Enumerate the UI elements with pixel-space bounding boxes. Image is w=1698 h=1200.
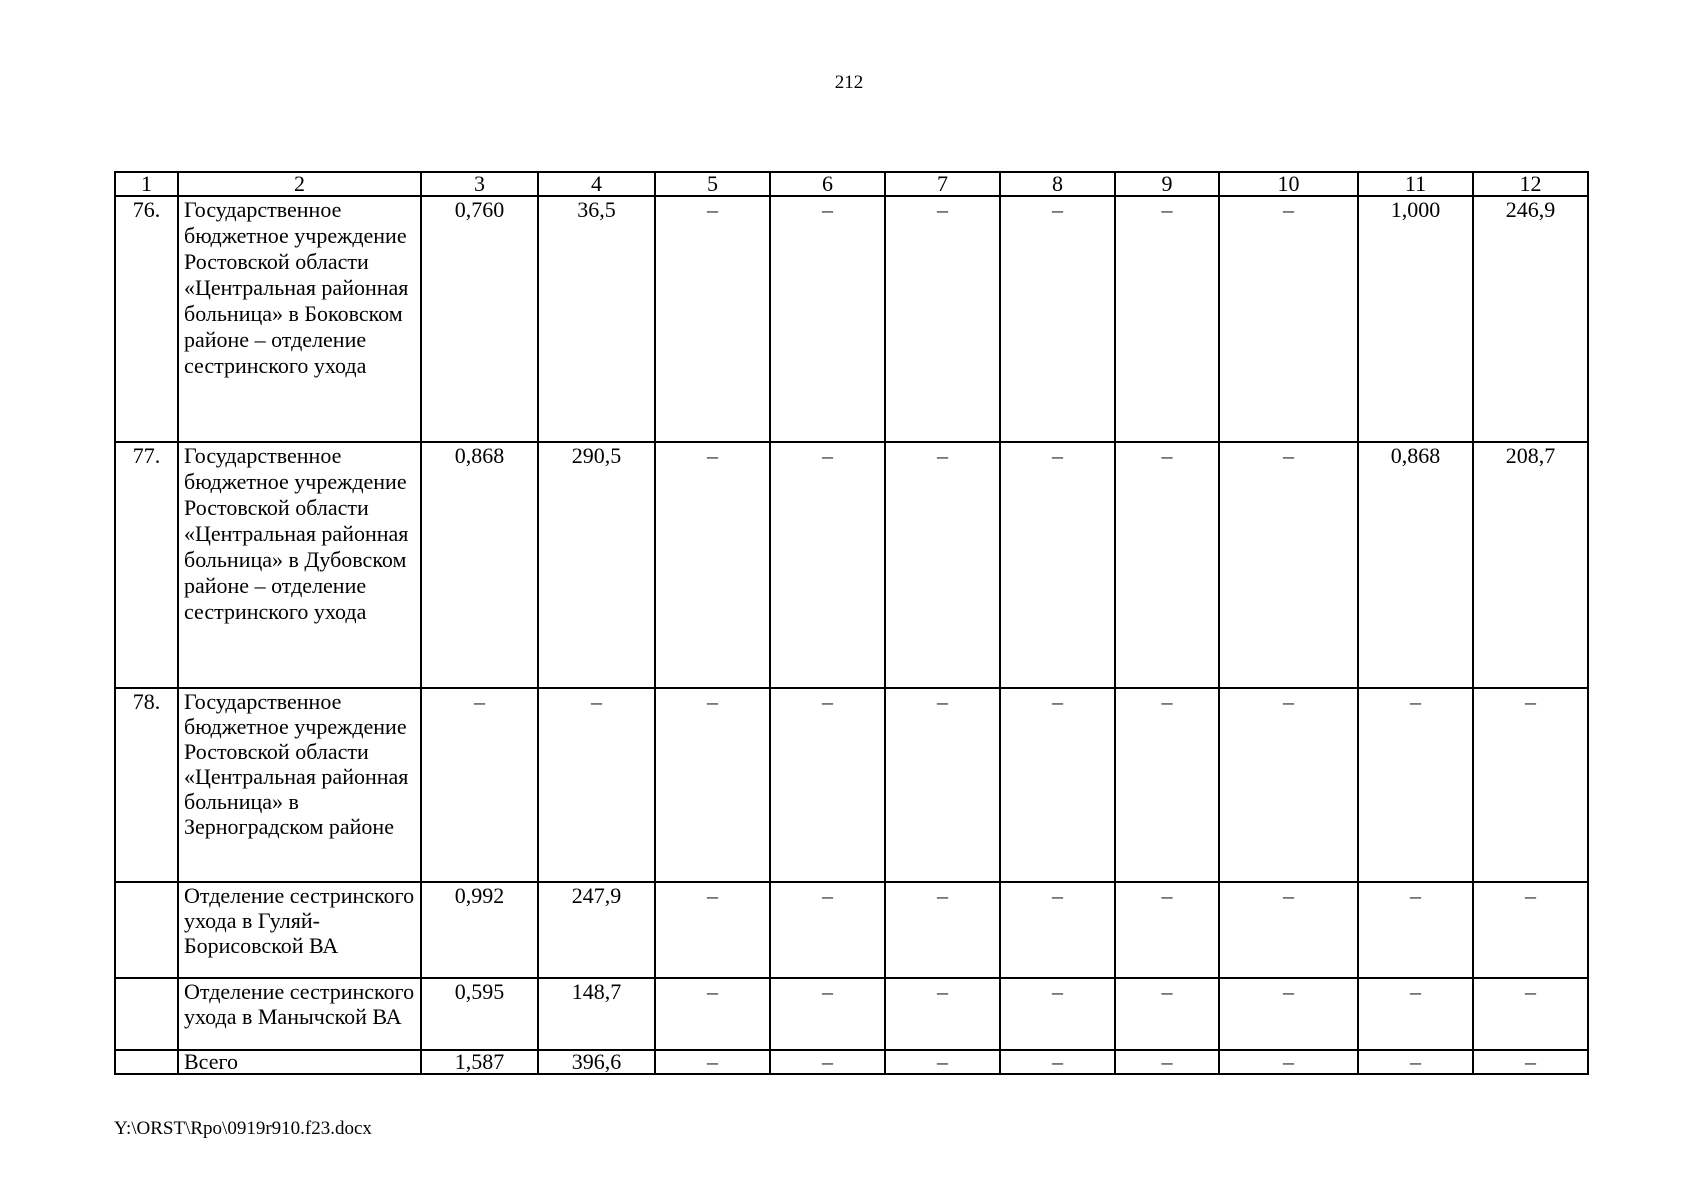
row-number: 76.	[115, 196, 178, 442]
cell-value: –	[1000, 688, 1115, 882]
cell-value: –	[1219, 882, 1358, 978]
cell-value: –	[1115, 1050, 1219, 1074]
cell-value: 396,6	[538, 1050, 655, 1074]
cell-value: 290,5	[538, 442, 655, 688]
cell-value: –	[885, 442, 1000, 688]
column-header: 2	[178, 172, 421, 196]
cell-value: –	[770, 1050, 885, 1074]
cell-value: –	[1000, 978, 1115, 1050]
cell-value: 246,9	[1473, 196, 1588, 442]
cell-value: –	[1115, 978, 1219, 1050]
cell-value: –	[1115, 442, 1219, 688]
cell-value: 0,868	[421, 442, 538, 688]
cell-value: –	[1219, 442, 1358, 688]
cell-value: –	[770, 882, 885, 978]
cell-value: –	[655, 196, 770, 442]
cell-value: –	[885, 196, 1000, 442]
cell-value: –	[770, 978, 885, 1050]
footer-file-path: Y:\ORST\Rpo\0919r910.f23.docx	[114, 1118, 372, 1139]
cell-value: 208,7	[1473, 442, 1588, 688]
cell-value: –	[1000, 1050, 1115, 1074]
cell-value: 0,868	[1358, 442, 1473, 688]
cell-value: –	[1219, 196, 1358, 442]
cell-value: –	[1473, 882, 1588, 978]
cell-value: –	[1115, 882, 1219, 978]
cell-value: 1,587	[421, 1050, 538, 1074]
cell-value: 0,760	[421, 196, 538, 442]
total-label: Всего	[178, 1050, 421, 1074]
column-header: 11	[1358, 172, 1473, 196]
cell-value: –	[1000, 196, 1115, 442]
institution-name: Государственное бюджетное учреждение Ростовской области «Центральная районная больница» в Зерноградском районе	[178, 688, 421, 882]
row-number	[115, 882, 178, 978]
institution-name: Отделение сестринского ухода в Манычской ВА	[178, 978, 421, 1050]
cell-value: –	[1219, 1050, 1358, 1074]
cell-value: –	[885, 688, 1000, 882]
table-row	[115, 688, 1588, 882]
cell-value: 1,000	[1358, 196, 1473, 442]
cell-value: 36,5	[538, 196, 655, 442]
cell-value: –	[1358, 882, 1473, 978]
table-row	[115, 442, 1588, 688]
cell-value: –	[770, 196, 885, 442]
cell-value: –	[1219, 688, 1358, 882]
cell-value: –	[885, 1050, 1000, 1074]
total-row	[115, 1050, 1588, 1074]
cell-value: 0,992	[421, 882, 538, 978]
table-row	[115, 196, 1588, 442]
row-number	[115, 1050, 178, 1074]
cell-value: –	[885, 882, 1000, 978]
data-table	[114, 171, 1589, 1075]
institution-name: Государственное бюджетное учреждение Ростовской области «Центральная районная больница» в Дубовском районе – отделение сестринского ухода	[178, 442, 421, 688]
cell-value: –	[1473, 1050, 1588, 1074]
table-row	[115, 882, 1588, 978]
column-header: 1	[115, 172, 178, 196]
institution-name: Государственное бюджетное учреждение Ростовской области «Центральная районная больница» в Боковском районе – отделение сестринского ухода	[178, 196, 421, 442]
cell-value: –	[1358, 978, 1473, 1050]
column-header: 10	[1219, 172, 1358, 196]
column-header: 3	[421, 172, 538, 196]
cell-value: –	[1115, 688, 1219, 882]
table-row	[115, 978, 1588, 1050]
cell-value: 148,7	[538, 978, 655, 1050]
header-row	[115, 172, 1588, 196]
cell-value: –	[655, 882, 770, 978]
column-header: 9	[1115, 172, 1219, 196]
column-header: 5	[655, 172, 770, 196]
page-number: 212	[834, 72, 864, 93]
column-header: 4	[538, 172, 655, 196]
cell-value: –	[538, 688, 655, 882]
cell-value: –	[770, 442, 885, 688]
cell-value: –	[1219, 978, 1358, 1050]
cell-value: –	[1000, 882, 1115, 978]
column-header: 8	[1000, 172, 1115, 196]
row-number	[115, 978, 178, 1050]
cell-value: –	[655, 688, 770, 882]
cell-value: –	[421, 688, 538, 882]
row-number: 77.	[115, 442, 178, 688]
cell-value: 247,9	[538, 882, 655, 978]
row-number: 78.	[115, 688, 178, 882]
cell-value: –	[655, 442, 770, 688]
cell-value: –	[770, 688, 885, 882]
cell-value: –	[1358, 1050, 1473, 1074]
column-header: 7	[885, 172, 1000, 196]
cell-value: –	[1473, 688, 1588, 882]
cell-value: –	[885, 978, 1000, 1050]
cell-value: –	[1000, 442, 1115, 688]
institution-name: Отделение сестринского ухода в Гуляй-Борисовской ВА	[178, 882, 421, 978]
cell-value: –	[655, 1050, 770, 1074]
cell-value: –	[1358, 688, 1473, 882]
cell-value: –	[1473, 978, 1588, 1050]
column-header: 6	[770, 172, 885, 196]
column-header: 12	[1473, 172, 1588, 196]
cell-value: –	[1115, 196, 1219, 442]
cell-value: –	[655, 978, 770, 1050]
cell-value: 0,595	[421, 978, 538, 1050]
